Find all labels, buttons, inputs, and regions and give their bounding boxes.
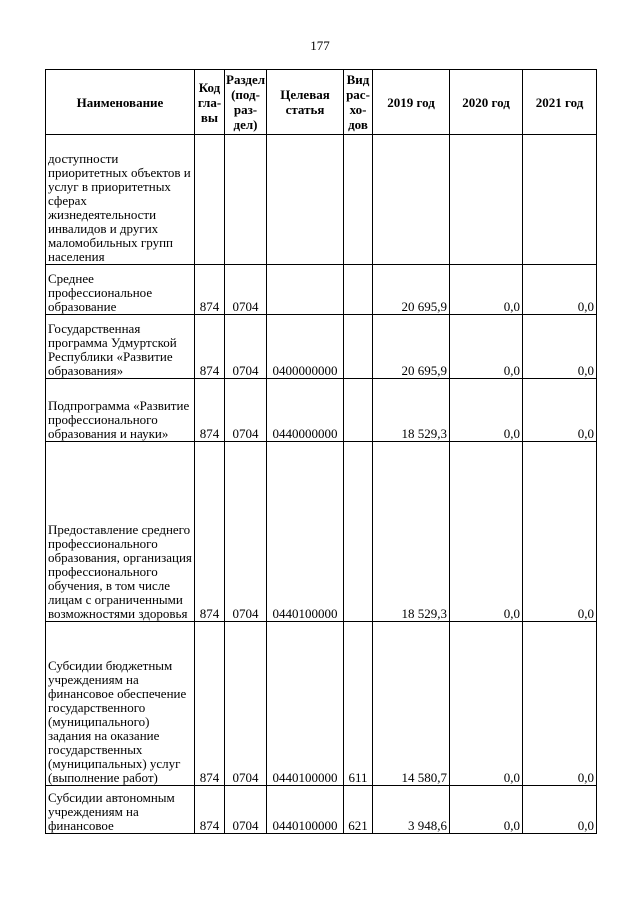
row-2020: 0,0 xyxy=(450,622,523,786)
row-section xyxy=(225,135,267,265)
table-row xyxy=(46,315,597,379)
header-2020: 2020 год xyxy=(450,70,523,135)
row-section: 0704 xyxy=(225,622,267,786)
row-2021: 0,0 xyxy=(523,786,597,834)
table-row xyxy=(46,442,597,622)
header-type: Вид рас- хо- дов xyxy=(344,70,373,135)
row-section: 0704 xyxy=(225,786,267,834)
row-code: 874 xyxy=(195,315,225,379)
row-2021: 0,0 xyxy=(523,315,597,379)
row-name: Предоставление среднего профессионального образования, организация профессионального обучения, в том числе лицам с ограниченными возможностями здоровья xyxy=(46,442,195,622)
budget-table xyxy=(45,69,597,834)
row-2019: 18 529,3 xyxy=(373,379,450,442)
row-code: 874 xyxy=(195,379,225,442)
row-2020: 0,0 xyxy=(450,379,523,442)
row-2020: 0,0 xyxy=(450,265,523,315)
header-name: Наименование xyxy=(46,70,195,135)
row-name: Государственная программа Удмуртской Республики «Развитие образования» xyxy=(46,315,195,379)
row-2019: 3 948,6 xyxy=(373,786,450,834)
row-article: 0440100000 xyxy=(267,442,344,622)
row-2020: 0,0 xyxy=(450,786,523,834)
row-type xyxy=(344,379,373,442)
row-name: Подпрограмма «Развитие профессионального образования и науки» xyxy=(46,379,195,442)
row-name: доступности приоритетных объектов и услуг в приоритетных сферах жизнедеятельности инвалидов и других маломобильных групп населения xyxy=(46,135,195,265)
row-article xyxy=(267,265,344,315)
row-2021: 0,0 xyxy=(523,265,597,315)
page-number: 177 xyxy=(310,38,330,53)
row-type xyxy=(344,135,373,265)
table-row xyxy=(46,622,597,786)
row-2021: 0,0 xyxy=(523,622,597,786)
row-code: 874 xyxy=(195,622,225,786)
row-type: 621 xyxy=(344,786,373,834)
row-article: 0440000000 xyxy=(267,379,344,442)
row-2019 xyxy=(373,135,450,265)
row-article: 0440100000 xyxy=(267,622,344,786)
row-code: 874 xyxy=(195,442,225,622)
row-2021 xyxy=(523,135,597,265)
row-2021: 0,0 xyxy=(523,442,597,622)
row-section: 0704 xyxy=(225,442,267,622)
row-type: 611 xyxy=(344,622,373,786)
table-header-row xyxy=(46,70,597,135)
table-row xyxy=(46,379,597,442)
row-type xyxy=(344,442,373,622)
table-row xyxy=(46,265,597,315)
row-name: Среднее профессиональное образование xyxy=(46,265,195,315)
row-section: 0704 xyxy=(225,379,267,442)
row-code xyxy=(195,135,225,265)
row-name: Субсидии автономным учреждениям на финансовое xyxy=(46,786,195,834)
table-row xyxy=(46,135,597,265)
row-type xyxy=(344,265,373,315)
header-2021: 2021 год xyxy=(523,70,597,135)
row-code: 874 xyxy=(195,786,225,834)
row-article: 0440100000 xyxy=(267,786,344,834)
row-2020: 0,0 xyxy=(450,442,523,622)
row-2021: 0,0 xyxy=(523,379,597,442)
row-article: 0400000000 xyxy=(267,315,344,379)
row-type xyxy=(344,315,373,379)
row-2019: 14 580,7 xyxy=(373,622,450,786)
row-2019: 20 695,9 xyxy=(373,315,450,379)
row-section: 0704 xyxy=(225,315,267,379)
row-article xyxy=(267,135,344,265)
row-code: 874 xyxy=(195,265,225,315)
header-section: Раздел (под- раз- дел) xyxy=(225,70,267,135)
header-2019: 2019 год xyxy=(373,70,450,135)
row-name: Субсидии бюджетным учреждениям на финансовое обеспечение государственного (муниципального) задания на оказание государственных (муниципальных) услуг (выполнение работ) xyxy=(46,622,195,786)
row-2020 xyxy=(450,135,523,265)
header-article: Целевая статья xyxy=(267,70,344,135)
row-2020: 0,0 xyxy=(450,315,523,379)
row-section: 0704 xyxy=(225,265,267,315)
header-code: Код гла- вы xyxy=(195,70,225,135)
table-row xyxy=(46,786,597,834)
row-2019: 20 695,9 xyxy=(373,265,450,315)
row-2019: 18 529,3 xyxy=(373,442,450,622)
